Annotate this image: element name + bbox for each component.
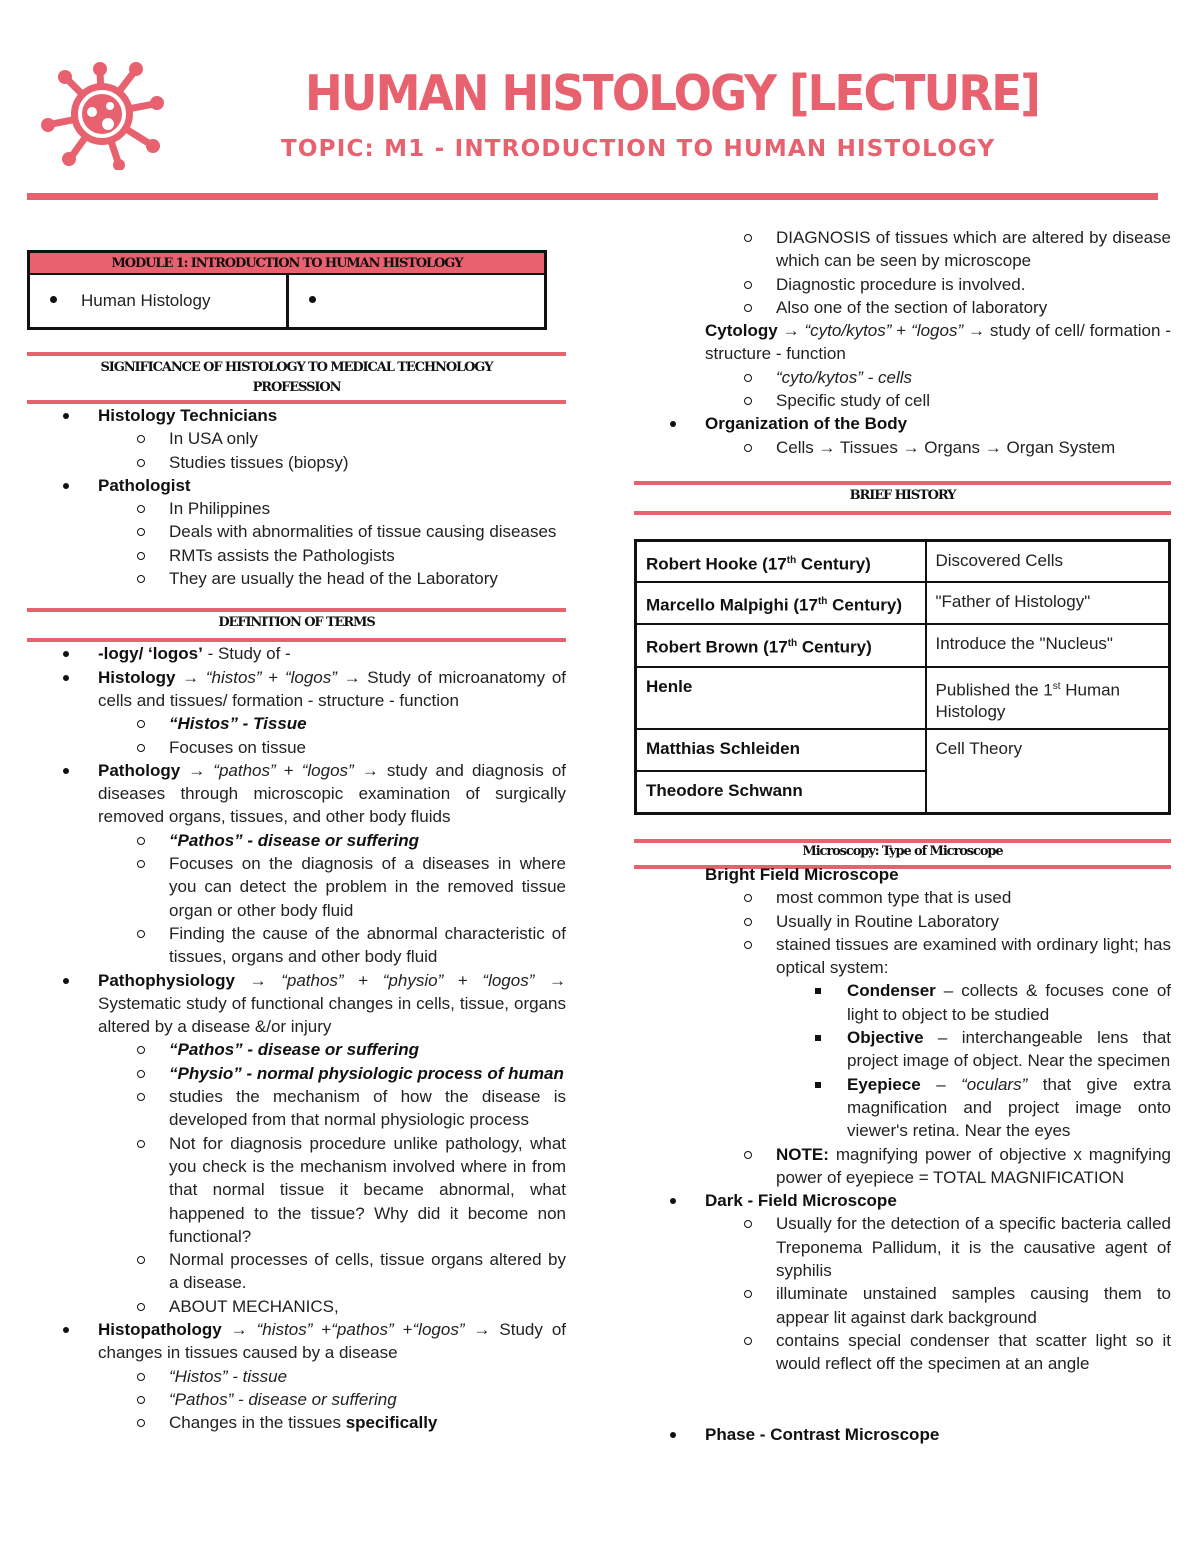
list-item: Dark - Field Microscope Usually for the detection of a specific bacteria called Treponema Pallidum, it is the causative agent of syphilis illuminate unstained samples causing them to appear lit against dark background contains special condenser that scatter light so it would reflect off the specimen at an angle	[634, 1189, 1171, 1375]
module-table	[27, 250, 547, 330]
list-item: “Physio” - normal physiologic process of human	[27, 1062, 566, 1085]
list-item: NOTE: magnifying power of objective x magnifying power of eyepiece = TOTAL MAGNIFICATION	[634, 1143, 1171, 1190]
list-item: “cyto/kytos” - cells	[634, 366, 1171, 389]
list-item: Condenser – collects & focuses cone of light to object to be studied	[634, 979, 1171, 1026]
list-item: Usually in Routine Laboratory	[634, 910, 1171, 933]
significance-heading-text: SIGNIFICANCE OF HISTOLOGY TO MEDICAL TECHNOLOGY PROFESSION	[100, 360, 493, 395]
history-heading-text: BRIEF HISTORY	[849, 487, 956, 503]
page-title: HUMAN HISTOLOGY [LECTURE]	[305, 65, 1040, 122]
virus-icon	[38, 58, 166, 170]
list-item: Pathophysiology → “pathos” + “physio” + “logos” → Systematic study of functional changes in cells, tissue, organs altered by a disease &/or injury “Pathos” - disease or suffering “Physio” - normal physiologic process of human studies the mechanism of how the disease is developed from that normal physiologic process Not for diagnosis procedure unlike pathology, what you check is the mechanism involved where in from that normal tissue it became abnormal, what happened to the tissue? Why did it become non functional? Normal processes of cells, tissue organs altered by a disease. ABOUT MECHANICS,	[27, 969, 566, 1318]
list-item: Finding the cause of the abnormal characteristic of tissues, organs and other body fluid	[27, 922, 566, 969]
table-row: Robert Brown (17th Century) Introduce the "Nucleus"	[636, 624, 1170, 667]
list-item: RMTs assists the Pathologists	[27, 544, 566, 567]
list-item: Usually for the detection of a specific bacteria called Treponema Pallidum, it is the causative agent of syphilis	[634, 1212, 1171, 1282]
list-item: Organization of the Body Cells → Tissues → Organs → Organ System	[634, 412, 1171, 459]
list-item: Histopathology → “histos” +“pathos” +“logos” → Study of changes in tissues caused by a disease “Histos” - tissue “Pathos” - disease or suffering Changes in the tissues specifically	[27, 1318, 566, 1434]
list-item: illuminate unstained samples causing them to appear lit against dark background	[634, 1282, 1171, 1329]
list-item: Also one of the section of laboratory	[634, 296, 1171, 319]
list-item: Not for diagnosis procedure unlike pathology, what you check is the mechanism involved where in from that normal tissue it became abnormal, what happened to the tissue? Why did it become non functional?	[27, 1132, 566, 1248]
list-item: Focuses on tissue	[27, 736, 566, 759]
list-item: Histology → “histos” + “logos” → Study of microanatomy of cells and tissues/ formation - structure - function “Histos” - Tissue Focuses on tissue	[27, 666, 566, 759]
list-item: “Pathos” - disease or suffering	[27, 1388, 566, 1411]
list-item: ABOUT MECHANICS,	[27, 1295, 566, 1318]
list-item: Studies tissues (biopsy)	[27, 451, 566, 474]
definitions-heading-text: DEFINITION OF TERMS	[218, 615, 375, 631]
list-item: In Philippines	[27, 497, 566, 520]
list-item: Diagnostic procedure is involved.	[634, 273, 1171, 296]
header-divider	[27, 193, 1158, 200]
significance-list	[27, 404, 566, 590]
table-row: Henle Published the 1st Human Histology	[636, 667, 1170, 729]
left-column	[27, 250, 566, 1434]
list-item: stained tissues are examined with ordinary light; has optical system: Condenser – collects & focuses cone of light to object to be studied Objective – interchangeable lens that project image of object. Near the specimen Eyepiece – “oculars” that give extra magnification and project image onto viewer's retina. Near the eyes	[634, 933, 1171, 1143]
history-heading	[634, 481, 1171, 515]
list-item: Eyepiece – “oculars” that give extra magnification and project image onto viewer's retina. Near the eyes	[634, 1073, 1171, 1143]
definitions-list	[27, 642, 566, 1434]
right-column	[634, 226, 1171, 1446]
list-item: They are usually the head of the Laboratory	[27, 567, 566, 590]
cytology-list	[634, 319, 1171, 459]
table-row: Matthias Schleiden Cell Theory	[636, 729, 1170, 771]
table-row: Robert Hooke (17th Century) Discovered Cells	[636, 540, 1170, 582]
list-item: Normal processes of cells, tissue organs altered by a disease.	[27, 1248, 566, 1295]
list-item: “Histos” - Tissue	[27, 712, 566, 735]
list-item	[634, 226, 1171, 319]
list-item: In USA only	[27, 427, 566, 450]
list-item: Deals with abnormalities of tissue causing diseases	[27, 520, 566, 543]
module-cell-left-text: Human Histology	[81, 291, 211, 310]
list-item: Objective – interchangeable lens that project image of object. Near the specimen	[634, 1026, 1171, 1073]
microscopy-heading-text: Microscopy: Type of Microscope	[802, 843, 1003, 859]
module-cell-right	[286, 275, 545, 327]
list-item: Changes in the tissues specifically	[27, 1411, 566, 1434]
list-item: Histology Technicians In USA only Studies tissues (biopsy)	[27, 404, 566, 474]
significance-heading	[27, 352, 566, 404]
history-table	[634, 539, 1171, 815]
list-item: Focuses on the diagnosis of a diseases in where you can detect the problem in the removed tissue organ or other body fluid	[27, 852, 566, 922]
right-top-list	[634, 226, 1171, 319]
list-item: “Pathos” - disease or suffering	[27, 1038, 566, 1061]
list-item: contains special condenser that scatter light so it would reflect off the specimen at an angle	[634, 1329, 1171, 1376]
module-table-heading: MODULE 1: INTRODUCTION TO HUMAN HISTOLOGY	[30, 253, 544, 275]
list-item: Pathology → “pathos” + “logos” → study and diagnosis of diseases through microscopic examination of surgically removed organs, tissues, and other body fluids “Pathos” - disease or suffering Focuses on the diagnosis of a diseases in where you can detect the problem in the removed tissue organ or other body fluid Finding the cause of the abnormal characteristic of tissues, organs and other body fluid	[27, 759, 566, 969]
list-item: DIAGNOSIS of tissues which are altered by disease which can be seen by microscope	[634, 226, 1171, 273]
list-item: “Histos” - tissue	[27, 1365, 566, 1388]
list-item: -logy/ ‘logos’ - Study of -	[27, 642, 566, 665]
list-item: Bright Field Microscope most common type that is used Usually in Routine Laboratory stained tissues are examined with ordinary light; has optical system: Condenser – collects & focuses cone of light to object to be studied Objective – interchangeable lens that project image of object. Near the specimen Eyepiece – “oculars” that give extra magnification and project image onto viewer's retina. Near the eyes NOTE: magnifying power of objective x magnifying power of eyepiece = TOTAL MAGNIFICATION	[634, 863, 1171, 1189]
table-row: Marcello Malpighi (17th Century) "Father of Histology"	[636, 582, 1170, 624]
table-row: Theodore Schwann	[636, 771, 1170, 813]
list-item: “Pathos” - disease or suffering	[27, 829, 566, 852]
microscopy-list	[634, 863, 1171, 1446]
list-item: Specific study of cell	[634, 389, 1171, 412]
list-item: studies the mechanism of how the disease is developed from that normal physiologic process	[27, 1085, 566, 1132]
definitions-heading	[27, 608, 566, 642]
topic-subtitle: TOPIC: M1 - INTRODUCTION TO HUMAN HISTOLOGY	[281, 136, 996, 162]
module-cell-left	[30, 275, 286, 327]
list-item: Cytology → “cyto/kytos” + “logos” → study of cell/ formation - structure - function “cyto/kytos” - cells Specific study of cell	[634, 319, 1171, 412]
list-item: most common type that is used	[634, 886, 1171, 909]
list-item: Cells → Tissues → Organs → Organ System	[634, 436, 1171, 459]
list-item: Pathologist In Philippines Deals with abnormalities of tissue causing diseases RMTs assists the Pathologists They are usually the head of the Laboratory	[27, 474, 566, 590]
list-item: Phase - Contrast Microscope	[634, 1423, 1171, 1446]
